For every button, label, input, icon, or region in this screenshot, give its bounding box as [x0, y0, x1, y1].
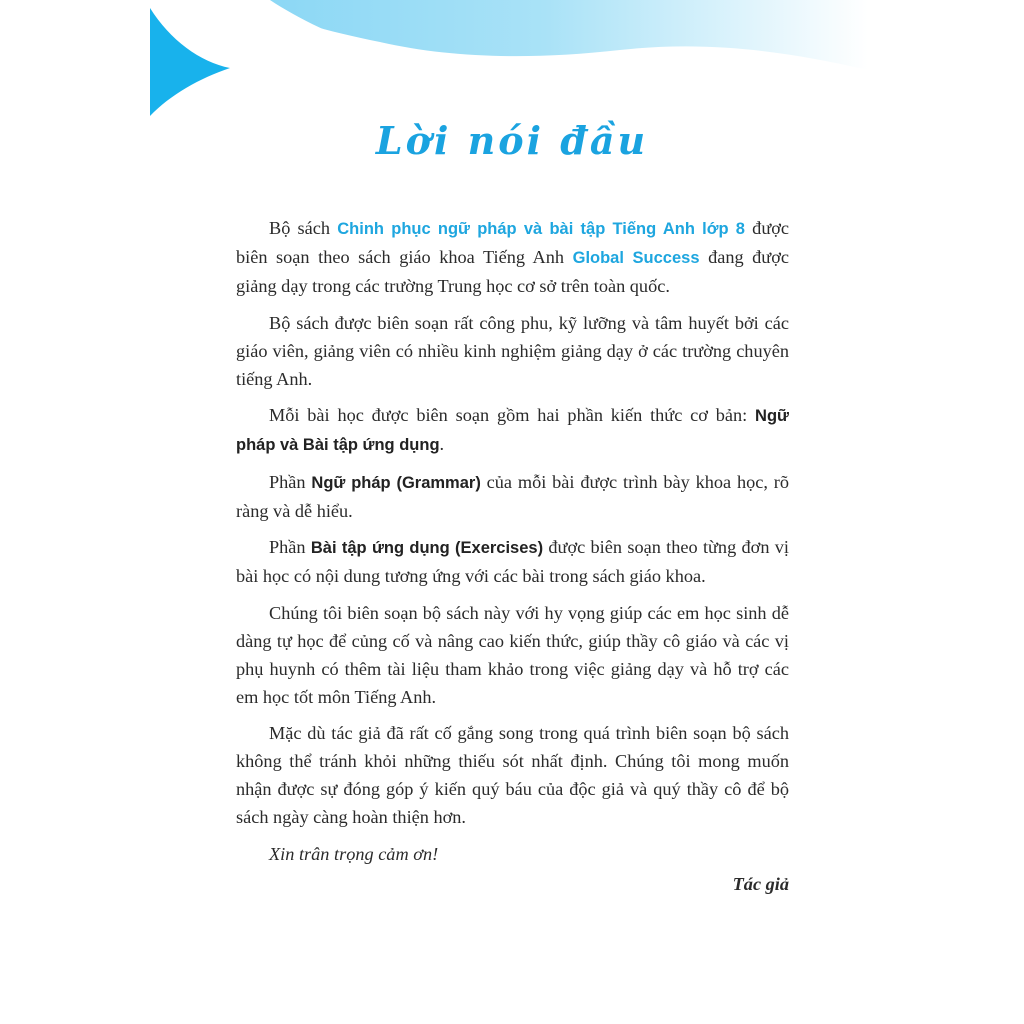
p4-bold: Ngữ pháp (Grammar) [311, 473, 481, 492]
paragraph-6: Chúng tôi biên soạn bộ sách này với hy vọng giúp các em học sinh dễ dàng tự học để củng cố và nâng cao kiến thức, giúp thầy cô giáo và các vị phụ huynh có thêm tài liệu tham khảo trong việc giảng dạy và hỗ trợ các em học tốt môn Tiếng Anh. [236, 602, 789, 707]
paragraph-5 [236, 533, 789, 590]
p1-text-mid: được biên soạn theo sách giáo khoa Tiếng Anh [236, 218, 790, 267]
paragraph-3 [236, 401, 789, 459]
paragraph-4 [236, 468, 789, 525]
p5-text-post: được biên soạn theo từng đơn vị bài học có nội dung tương ứng với các bài trong sách giáo khoa. [236, 537, 789, 586]
p3-bold: Ngữ pháp và Bài tập ứng dụng [236, 407, 789, 454]
page-title: Lời nói đầu [375, 118, 649, 163]
paragraph-7: Mặc dù tác giả đã rất cố gắng song trong quá trình biên soạn bộ sách không thể tránh khỏi những thiếu sót nhất định. Chúng tôi mong muốn nhận được sự đóng góp ý kiến quý báu của độc giả và quý thầy cô để bộ sách ngày càng hoàn thiện hơn. [236, 723, 789, 827]
author-signature: Tác giả [732, 874, 789, 894]
document-sheet [150, 0, 868, 1024]
p1-text-pre: Bộ sách [269, 218, 338, 238]
header-wave-decoration [150, 0, 868, 120]
p3-text-pre: Mỗi bài học được biên soạn gồm hai phần kiến thức cơ bản: [269, 405, 756, 425]
series-name: Global Success [572, 249, 700, 267]
p4-text-post: của mỗi bài được trình bày khoa học, rõ ràng và dễ hiểu. [236, 471, 789, 521]
p4-text-pre: Phần [269, 471, 312, 492]
p5-bold: Bài tập ứng dụng (Exercises) [310, 539, 544, 557]
blue-corner-shape [150, 8, 230, 116]
paragraph-1 [236, 214, 789, 300]
paragraph-2: Bộ sách được biên soạn rất công phu, kỹ lưỡng và tâm huyết bởi các giáo viên, giảng viên có nhiều kinh nghiệm giảng dạy ở các trường chuyên tiếng Anh. [236, 312, 789, 389]
p3-text-post: . [439, 434, 445, 454]
p5-text-pre: Phần [269, 537, 311, 557]
book-title: Chinh phục ngữ pháp và bài tập Tiếng Anh lớp 8 [337, 220, 745, 238]
p1-text-post: đang được giảng dạy trong các trường Trung học cơ sở trên toàn quốc. [236, 247, 789, 296]
preface-body [236, 214, 789, 907]
thanks-line: Xin trân trọng cảm ơn! [269, 843, 439, 864]
